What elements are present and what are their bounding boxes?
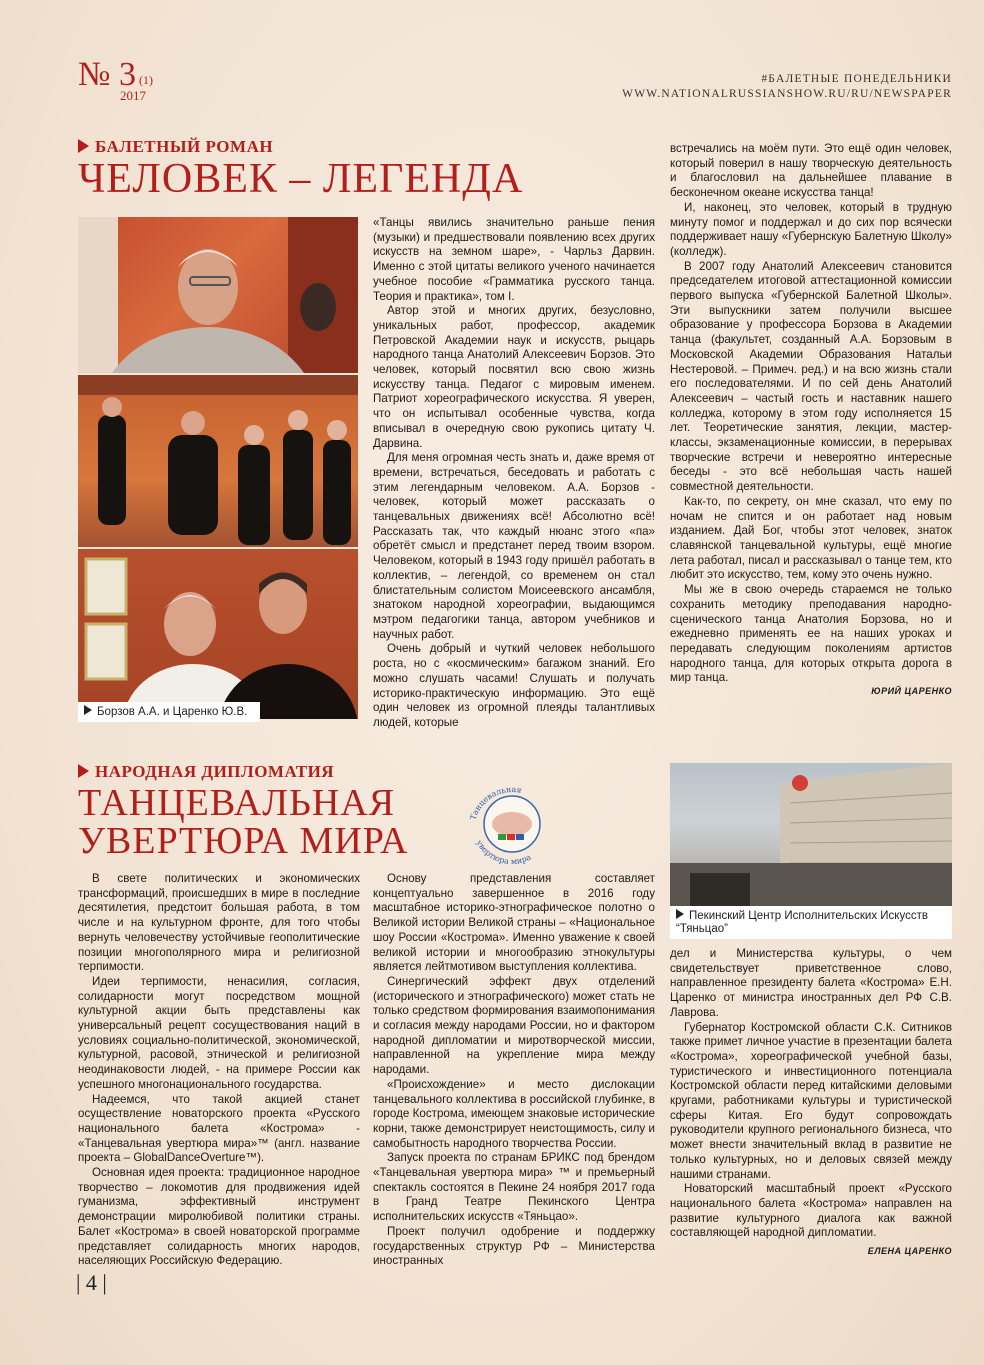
article1-title: ЧЕЛОВЕК – ЛЕГЕНДА [78, 156, 524, 202]
caption-triangle-icon [676, 909, 684, 919]
paragraph: дел и Министерства культуры, о чем свидетельствует приветственное слово, направленное президенту балета «Кострома» Е.Н. Царенко от министра иностранных дел РФ С.В. Лаврова. [670, 947, 952, 1019]
paragraph: Как-то, по секрету, он мне сказал, что ему по ночам не спится и он работает над новым изданием. Дай Бог, чтобы этот человек, знаток славянской танцевальной культуры, ещё многие лета работал, писал и рассказывал о танце тем, кто любит это искусство, тем, кому это очень нужно. [670, 494, 952, 582]
logo-text-bottom: увертюра мира [474, 838, 533, 867]
article2-column2 [373, 872, 655, 1269]
issue-year: 2017 [120, 88, 146, 103]
article2-rubric [78, 762, 334, 782]
paragraph: «Происхождение» и место дислокации танцевального коллектива в российской глубинке, в городе Кострома, имеющем знаковые исторические корни, также демонстрирует неистощимость, силу и самобытность народного творчества России. [373, 1077, 655, 1150]
article2-title-line2: УВЕРТЮРА МИРА [78, 820, 409, 862]
article2-title [78, 784, 409, 860]
photo-dance-class [78, 375, 358, 547]
paragraph: Очень добрый и чуткий человек небольшого роста, но с «космическим» багажом знаний. Его можно слушать часами! Слушать и получать историко-практическую информацию. Это ещё один человек из огромной плеяды талантливых людей, которые [373, 642, 655, 729]
article2-title-line1: ТАНЦЕВАЛЬНАЯ [78, 782, 396, 824]
photo-tianqiao-center [670, 763, 952, 909]
dance-overture-logo [462, 778, 562, 868]
paragraph: «Танцы явились значительно раньше пения (музыки) и предшествовали появлению всех других искусств на земном шаре», - Чарльз Дарвин. Именно с этой цитаты великого ученого начинается учебное пособие «Грамматика русского танца. Теория и практика», том I. [373, 216, 655, 303]
article2-column1 [78, 872, 360, 1269]
page-number: | 4 | [76, 1270, 107, 1295]
header-right [622, 72, 952, 102]
photo-borzov-tsarenko [78, 549, 358, 719]
rubric-triangle-icon [78, 139, 89, 153]
logo-emblem-icon [462, 778, 562, 868]
logo-text-top: Танцевальная [468, 784, 523, 822]
paragraph: Губернатор Костромской области С.К. Ситников также примет личное участие в презентации балета «Кострома», хореографической учебной базы, туристического и инвестиционного потенциала Костромской области перед китайскими деловыми кругами, работниками культуры и туристической сферы Китая. Его будут сопровождать руководители крупного регионального бизнеса, что может внести значительный вклад в развитие не только культурных, но и деловых связей между нашими странами. [670, 1020, 952, 1181]
caption-triangle-icon [84, 705, 92, 715]
rubric-triangle-icon [78, 764, 89, 778]
paragraph: И, наконец, это человек, который в трудную минуту помог и поддержал и до сих пор всячески поддерживает нашу «Губернскую Балетную Школу» (колледж). [670, 200, 952, 258]
paragraph: В 2007 году Анатолий Алексеевич становится председателем итоговой аттестационной комиссии первого выпуска «Губернской Балетной Школы». Эти выпускники затем получили высшее образование у профессора Борзова в Академии танца (факультет, созданный А.А. Борзовым в Московской Академии Образования Натальи Нестеровой. – Примеч. ред.) и на всю жизнь стали его последователями. И по сей день Анатолий Алексеевич – частый гость и наставник нашего колледжа, которому в этом году исполняется 15 лет. Теоретические занятия, лекции, мастер-классы, экзаменационные комиссии, в перерывах творческие встречи и невероятно интересные беседы - это всё небольшая часть нашей совместной деятельности. [670, 259, 952, 494]
issue-sub-number: (1) [139, 73, 153, 87]
paragraph: Основу представления составляет концептуально завершенное в 2016 году масштабное историко-этнографическое полотно о Великой истории Великой страны – «Национальное шоу России «Кострома». Именно уважение к своей великой истории и многообразию этнокультуры является лейтмотивом выступления коллектива. [373, 872, 655, 974]
paragraph: Идеи терпимости, ненасилия, согласия, солидарности могут посредством мощной культурной акции быть представлены как универсальный рецепт сосуществования наций в условиях социально-политической, экономической, культурной, расовой, этнической и религиозной неодинаковости людей, - на примере России как успешного многонационального государства. [78, 974, 360, 1091]
paragraph: встречались на моём пути. Это ещё один человек, который поверил в нашу творческую деятельность и благословил на дальнейшее плавание в бесконечном океане искусства танца! [670, 142, 952, 200]
issue-number: № 3 [78, 56, 136, 93]
paragraph: Мы же в свою очередь стараемся не только сохранить методику преподавания народно-сценического танца Анатолия Борзова, но и ежедневно применять ее на наших уроках и передавать следующим поколениям артистов народного танца, для которых открыта дорога в мир танца. [670, 583, 952, 685]
photo-borzov-portrait [78, 217, 358, 373]
paragraph: Для меня огромная честь знать и, даже время от времени, встречаться, беседовать и работать с этим легендарным человеком. А.А. Борзов - человек, который может рассказать о танцевальных движениях всё! Абсолютно всё! Рассказать так, что каждый нюанс этого «па» обретёт смысл и предстанет перед твоим взором. Человеком, который в 1943 году пришёл работать в коллектив, – легендой, со временем он стал блистательным солистом Моисеевского ансамбля, знатоком народной хореографии, выдающимся мэтром педагогики танца, автором учебников и научных работ. [373, 451, 655, 641]
paragraph: Синергический эффект двух отделений (исторического и этнографического) может стать не только средством формирования взаимопонимания и согласия между народами России, но и фактором народной дипломатии и миротворческой миссии, направленной на укрепление мира между народами. [373, 974, 655, 1077]
paragraph: Основная идея проекта: традиционное народное творчество – локомотив для продвижения идей гуманизма, эффективный инструмент демонстрации миролюбивой политики страны. Балет «Кострома» в своей новаторской программе представляет солидарность многих народов, населяющих Российскую Федерацию. [78, 1166, 360, 1268]
paragraph: Автор этой и многих других, безусловно, уникальных работ, профессор, академик Петровской Академии наук и искусств, рыцарь народного танца Анатолий Алексеевич Борзов. Это человек, который посвятил всю свою жизнь искусству танца. Педагог с мировым именем. Патриот хореографического искусства. Я уверен, что он испытывал особенные чувства, когда вписывал в очередную свою рукопись цитату Ч. Дарвина. [373, 304, 655, 450]
photo-caption-tianqiao [670, 906, 952, 939]
photo-caption-borzov [78, 702, 260, 722]
photo-tianqiao-art [670, 763, 952, 909]
article1-author: ЮРИЙ ЦАРЕНКО [871, 686, 952, 696]
paragraph: Надеемся, что такой акцией станет осуществление новаторского проекта «Русского национального балета «Кострома» - «Танцевальная увертюра мира»™ (англ. название проекта – GlobalDanceOverture™). [78, 1092, 360, 1165]
article2-rubric-label: НАРОДНАЯ ДИПЛОМАТИЯ [95, 762, 335, 781]
article1-rubric [78, 137, 273, 157]
page-number-value: 4 [85, 1270, 97, 1295]
caption-text: Пекинский Центр Исполнительских Искусств “Тяньцао” [676, 910, 928, 935]
article1-column2 [670, 142, 952, 686]
photo-borzov-portrait-art [78, 217, 358, 373]
header-url[interactable]: WWW.NATIONALRUSSIANSHOW.RU/RU/NEWSPAPER [622, 88, 952, 100]
header-tag: #БАЛЕТНЫЕ ПОНЕДЕЛЬНИКИ [761, 73, 952, 85]
caption-text: Борзов А.А. и Царенко Ю.В. [97, 706, 248, 718]
paragraph: В свете политических и экономических трансформаций, происшедших в мире в последние десятилетия, предстоит большая работа, в том числе и на культурном фронте, для того чтобы вернуть человечеству устойчивые геополитические позиции многополярного мира и религиозной терпимости. [78, 872, 360, 974]
paragraph: Запуск проекта по странам БРИКС под брендом «Танцевальная увертюра мира» ™ и премьерный спектакль состоятся в Пекине 24 ноября 2017 года в Гранд Театре Пекинского Центра исполнительских искусств «Тяньцао». [373, 1151, 655, 1224]
photo-dance-class-art [78, 375, 358, 547]
article2-author: ЕЛЕНА ЦАРЕНКО [867, 1246, 952, 1256]
article2-column3 [670, 947, 952, 1241]
paragraph: Проект получил одобрение и поддержку государственных структур РФ – Министерства иностранных [373, 1224, 655, 1268]
article1-rubric-label: БАЛЕТНЫЙ РОМАН [95, 137, 274, 156]
article1-column1 [373, 216, 655, 731]
photo-borzov-tsarenko-art [78, 549, 358, 719]
paragraph: Новаторский масштабный проект «Русского национального балета «Кострома» направлен на развитие культурного диалога как важной составляющей народной дипломатии. [670, 1182, 952, 1240]
